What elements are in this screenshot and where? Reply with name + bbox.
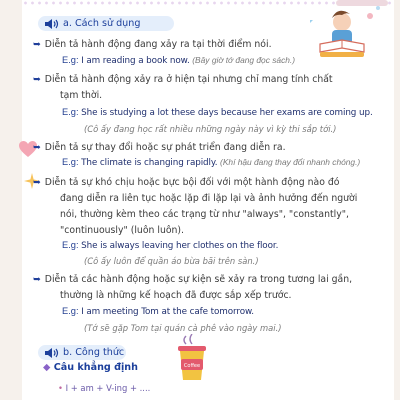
usage-description-cont: đang diễn ra liên tục hoặc lặp đi lặp lại và ảnh hưởng đến người [60, 193, 358, 204]
arrow-icon: ➥ [33, 177, 41, 188]
example-sentence: E.g: The climate is changing rapidly. (Khí hậu đang thay đổi nhanh chóng.) [62, 157, 361, 168]
usage-description: ➥ Diễn tả sự thay đổi hoặc sự phát triển đang diễn ra. [33, 142, 286, 153]
section-header-usage [38, 16, 174, 31]
formula-line: • I + am + V-ing + .... [58, 383, 151, 393]
usage-description-cont: nói, thường kèm theo các trạng từ như "always", "constantly", [60, 209, 349, 220]
arrow-icon: ➥ [33, 142, 41, 153]
usage-description: ➥ Diễn tả các hành động hoặc sự kiện sẽ xảy ra trong tương lai gần, [33, 274, 353, 285]
translation: (Khí hậu đang thay đổi nhanh chóng.) [220, 157, 361, 167]
arrow-icon: ➥ [33, 39, 41, 50]
bullet-icon: • [58, 383, 63, 393]
section-title: a. Cách sử dụng [63, 18, 141, 29]
example-sentence: E.g: She is always leaving her clothes on the floor. [62, 240, 279, 251]
section-title: b. Công thức [63, 347, 125, 358]
diamond-icon: ◆ [43, 362, 51, 373]
child-reading-illustration [290, 0, 394, 60]
arrow-icon: ➥ [33, 74, 41, 85]
affirmative-heading: ◆ Câu khẳng định [43, 362, 138, 373]
example-sentence: E.g: I am reading a book now. (Bây giờ tớ đang đọc sách.) [62, 55, 296, 66]
usage-description: ➥ Diễn tả sự khó chịu hoặc bực bội đối với một hành động nào đó [33, 177, 340, 188]
translation: (Tớ sẽ gặp Tom tại quán cà phê vào ngày mai.) [84, 323, 282, 333]
example-sentence: E.g: She is studying a lot these days because her exams are coming up. [62, 107, 373, 118]
translation: (Cô ấy đang học rất nhiều những ngày này vì kỳ thi sắp tới.) [84, 124, 337, 134]
translation: (Bây giờ tớ đang đọc sách.) [192, 55, 296, 65]
example-sentence: E.g: I am meeting Tom at the cafe tomorrow. [62, 306, 254, 317]
coffee-cup-illustration [172, 334, 212, 384]
speaker-icon [44, 18, 60, 30]
arrow-icon: ➥ [33, 274, 41, 285]
translation: (Cô ấy luôn để quần áo bừa bãi trên sàn.) [84, 256, 259, 266]
usage-description-cont: thường là những kế hoạch đã được sắp xếp trước. [60, 290, 292, 301]
usage-description-cont: tạm thời. [60, 90, 103, 101]
usage-description: ➥ Diễn tả hành động đang xảy ra tại thời điểm nói. [33, 39, 272, 50]
cup-label: Coffee [183, 363, 201, 369]
speaker-icon [44, 347, 60, 359]
section-header-formula [38, 345, 126, 360]
usage-description-cont: "continuously" (luôn luôn). [60, 225, 184, 236]
usage-description: ➥ Diễn tả hành động xảy ra ở hiện tại nhưng chỉ mang tính chất [33, 74, 333, 85]
